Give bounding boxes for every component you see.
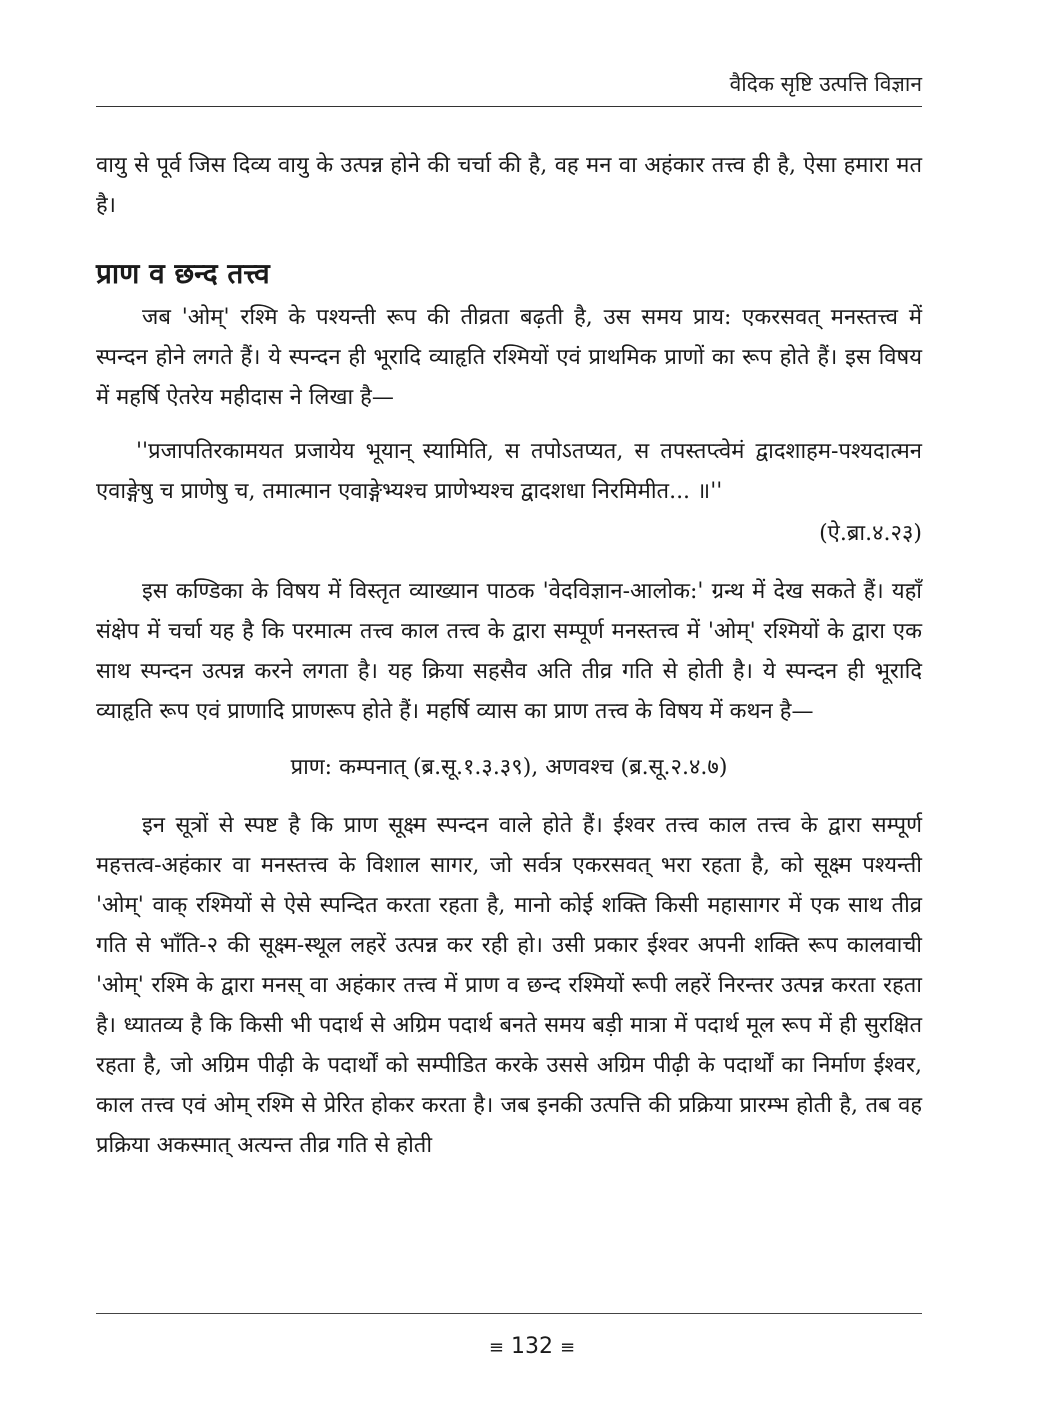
page-number-value: 132 bbox=[511, 1334, 553, 1359]
footer-divider bbox=[96, 1313, 922, 1314]
paragraph: इस कण्डिका के विषय में विस्तृत व्याख्यान पाठक 'वेदविज्ञान-आलोक:' ग्रन्थ में देख सकते हैं। यहाँ संक्षेप में चर्चा यह है कि परमात्म तत्त्व काल तत्त्व के द्वारा सम्पूर्ण मनस्तत्त्व में 'ओम्' रश्मियों के द्वारा एक साथ स्पन्दन उत्पन्न करने लगता है। यह क्रिया सहसैव अति तीव्र गति से होती है। ये स्पन्दन ही भूरादि व्याहृति रूप एवं प्राणादि प्राणरूप होते हैं। महर्षि व्यास का प्राण तत्त्व के विषय में कथन है— bbox=[96, 579, 922, 724]
sutra-line: प्राण: कम्पनात् (ब्र.सू.१.३.३९), अणवश्च (ब्र.सू.२.४.७) bbox=[290, 755, 728, 780]
paragraph: इन सूत्रों से स्पष्ट है कि प्राण सूक्ष्म स्पन्दन वाले होते हैं। ईश्वर तत्त्व काल तत्त्व के द्वारा सम्पूर्ण महत्तत्व-अहंकार वा मनस्तत्त्व के विशाल सागर, जो सर्वत्र एकरसवत् भरा रहता है, को सूक्ष्म पश्यन्ती 'ओम्' वाक् रश्मियों से ऐसे स्पन्दित करता रहता है, मानो कोई शक्ति किसी महासागर में एक साथ तीव्र गति से भाँति-२ की सूक्ष्म-स्थूल लहरें उत्पन्न कर रही हो। उसी प्रकार ईश्वर अपनी शक्ति रूप कालवाची 'ओम्' रश्मि के द्वारा मनस् वा अहंकार तत्त्व में प्राण व छन्द रश्मियों रूपी लहरें निरन्तर उत्पन्न करता रहता है। ध्यातव्य है कि किसी भी पदार्थ से अग्रिम पदार्थ बनते समय बड़ी मात्रा में पदार्थ मूल रूप में ही सुरक्षित रहता है, जो अग्रिम पीढ़ी के पदार्थों को सम्पीडित करके उससे अग्रिम पीढ़ी के पदार्थों का निर्माण ईश्वर, काल तत्त्व एवं ओम् रश्मि से प्रेरित होकर करता है। जब इनकी उत्पत्ति की प्रक्रिया प्रारम्भ होती है, तब वह प्रक्रिया अकस्मात् अत्यन्त तीव्र गति से होती bbox=[96, 813, 922, 1158]
running-head: वैदिक सृष्टि उत्पत्ति विज्ञान bbox=[729, 72, 922, 96]
sanskrit-quote bbox=[96, 432, 922, 554]
paragraph: जब 'ओम्' रश्मि के पश्यन्ती रूप की तीव्रता बढ़ती है, उस समय प्राय: एकरसवत् मनस्तत्त्व में स्पन्दन होने लगते हैं। ये स्पन्दन ही भूरादि व्याहृति रश्मियों एवं प्राथमिक प्राणों का रूप होते हैं। इस विषय में महर्षि ऐतरेय महीदास ने लिखा है— bbox=[96, 305, 922, 410]
section-heading: प्राण व छन्द तत्त्व bbox=[96, 257, 270, 290]
quote-reference: (ऐ.ब्रा.४.२३) bbox=[819, 521, 922, 546]
header-divider bbox=[96, 106, 922, 107]
right-ornament-icon: ≡ bbox=[560, 1336, 576, 1358]
page-body bbox=[96, 146, 922, 1166]
quote-text: ''प्रजापतिरकामयत प्रजायेय भूयान् स्यामिति, स तपोऽतप्यत, स तपस्तप्त्वेमं द्वादशाहम-पश्यदात्मन एवाङ्गेषु च प्राणेषु च, तमात्मान एवाङ्गेभ्यश्च प्राणेभ्यश्च द्वादशधा निरमिमीत... ॥'' bbox=[96, 439, 922, 504]
page-number bbox=[0, 1334, 1064, 1359]
paragraph: वायु से पूर्व जिस दिव्य वायु के उत्पन्न होने की चर्चा की है, वह मन वा अहंकार तत्त्व ही है, ऐसा हमारा मत है। bbox=[96, 153, 922, 218]
left-ornament-icon: ≡ bbox=[488, 1336, 504, 1358]
